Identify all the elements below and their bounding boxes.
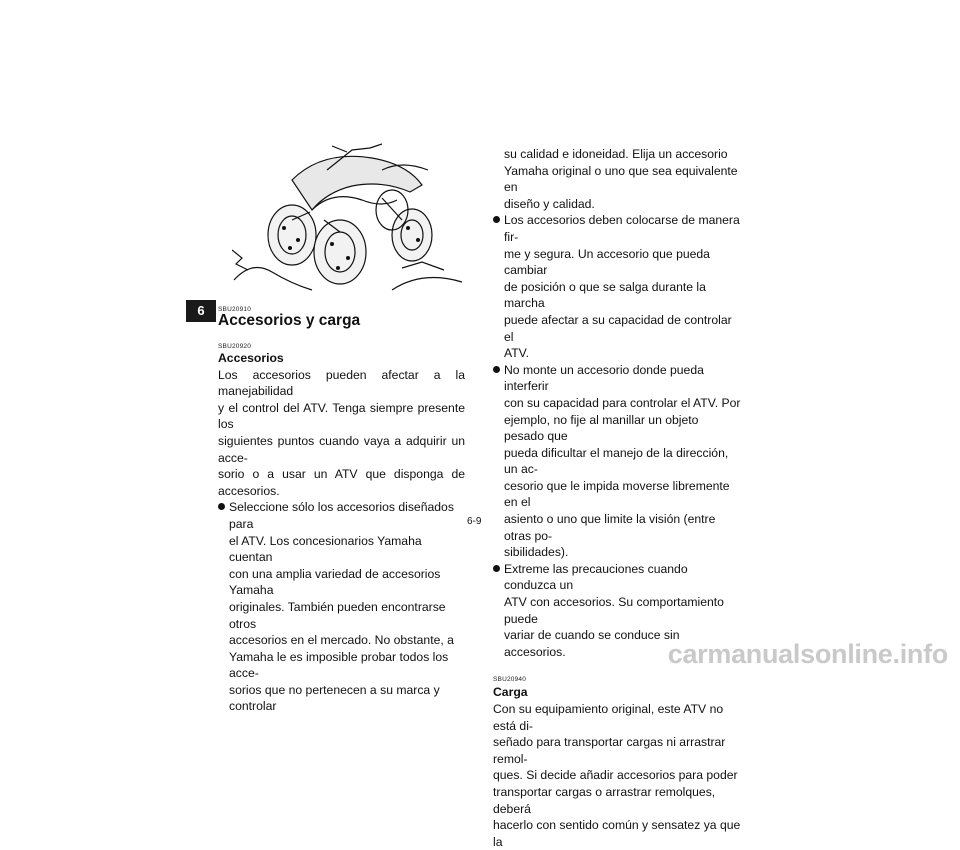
text-line: con una amplia variedad de accesorios Yamaha [229, 566, 441, 598]
text-line: ques. Si decide añadir accesorios para poder [493, 768, 738, 783]
continued-paragraph [493, 146, 741, 212]
text-line: Extreme las precauciones cuando conduzca un [504, 561, 688, 593]
text-line: accesorios en el mercado. No obstante, a [229, 633, 454, 648]
text-line: pueda dificultar el manejo de la dirección, un ac- [504, 445, 729, 477]
section-code: SBU20910 [218, 306, 252, 313]
text-line: diseño y calidad. [504, 196, 595, 211]
text-line: el ATV. Los concesionarios Yamaha cuentan [229, 533, 422, 565]
text-line: Yamaha le es imposible probar todos los acce- [229, 649, 449, 681]
text-line: sorios que no pertenecen a su marca y controlar [229, 682, 440, 714]
bullet-icon [493, 565, 500, 572]
text-line: Seleccione sólo los accesorios diseñados para [229, 500, 454, 531]
text-line: variar de cuando se conduce sin accesorios. [504, 628, 680, 659]
bullet-item [493, 362, 741, 561]
page-number: 6-9 [467, 516, 482, 527]
text-line: Yamaha original o uno que sea equivalente en [504, 163, 738, 195]
watermark: carmanualsonline.info [667, 639, 948, 669]
bullet-item [218, 499, 465, 715]
text-line: No monte un accesorio donde pueda interferir [504, 362, 704, 394]
text-line: ATV. [504, 346, 530, 361]
text-line: originales. También pueden encontrarse otros [229, 599, 446, 631]
text-line: ATV con accesorios. Su comportamiento puede [504, 595, 724, 626]
text-line: con su capacidad para controlar el ATV. Por [504, 395, 741, 410]
carga-paragraph [493, 701, 741, 850]
text-line: sorio o a usar un ATV que disponga de accesorios. [218, 467, 465, 498]
text-line: me y segura. Un accesorio que pueda cambiar [504, 246, 710, 278]
text-line: transportar cargas o arrastrar remolques, deberá [493, 784, 716, 816]
atv-illustration [232, 140, 464, 300]
bullet-icon [493, 366, 500, 373]
text-line: puede afectar a su capacidad de controlar el [504, 312, 732, 344]
right-column [493, 146, 741, 850]
chapter-tab: 6 [186, 300, 216, 322]
text-line: Los accesorios deben colocarse de manera fir- [504, 213, 740, 244]
text-line: Con su equipamiento original, este ATV no está di- [493, 702, 724, 733]
subsection-title-accesorios: Accesorios [218, 351, 284, 365]
subsection-code: SBU20940 [493, 676, 527, 684]
text-line: asiento o uno que limite la visión (entre otras po- [504, 512, 716, 543]
left-column [218, 350, 465, 715]
bullet-icon [218, 503, 225, 510]
text-line: de posición o que se salga durante la marcha [504, 279, 706, 311]
intro-paragraph [218, 367, 465, 500]
subsection-title-carga: Carga [493, 685, 528, 700]
bullet-item [493, 212, 741, 361]
text-line: ejemplo, no fije al manillar un objeto pesado que [504, 412, 699, 444]
subsection-code: SBU20920 [218, 343, 252, 350]
text-line: señado para transportar cargas ni arrastrar remol- [493, 735, 726, 766]
bullet-icon [493, 216, 500, 223]
text-line: sibilidades). [504, 545, 569, 560]
text-line: hacerlo con sentido común y sensatez ya que la [493, 818, 741, 849]
text-line: siguientes puntos cuando vaya a adquirir un acce- [218, 433, 465, 465]
text-line: Los accesorios pueden afectar a la manejabilidad [218, 367, 465, 399]
text-line: cesorio que le impida moverse libremente en el [504, 478, 730, 510]
section-title: Accesorios y carga [218, 312, 361, 329]
text-line: su calidad e idoneidad. Elija un accesorio [504, 147, 728, 161]
text-line: y el control del ATV. Tenga siempre presente los [218, 400, 465, 432]
